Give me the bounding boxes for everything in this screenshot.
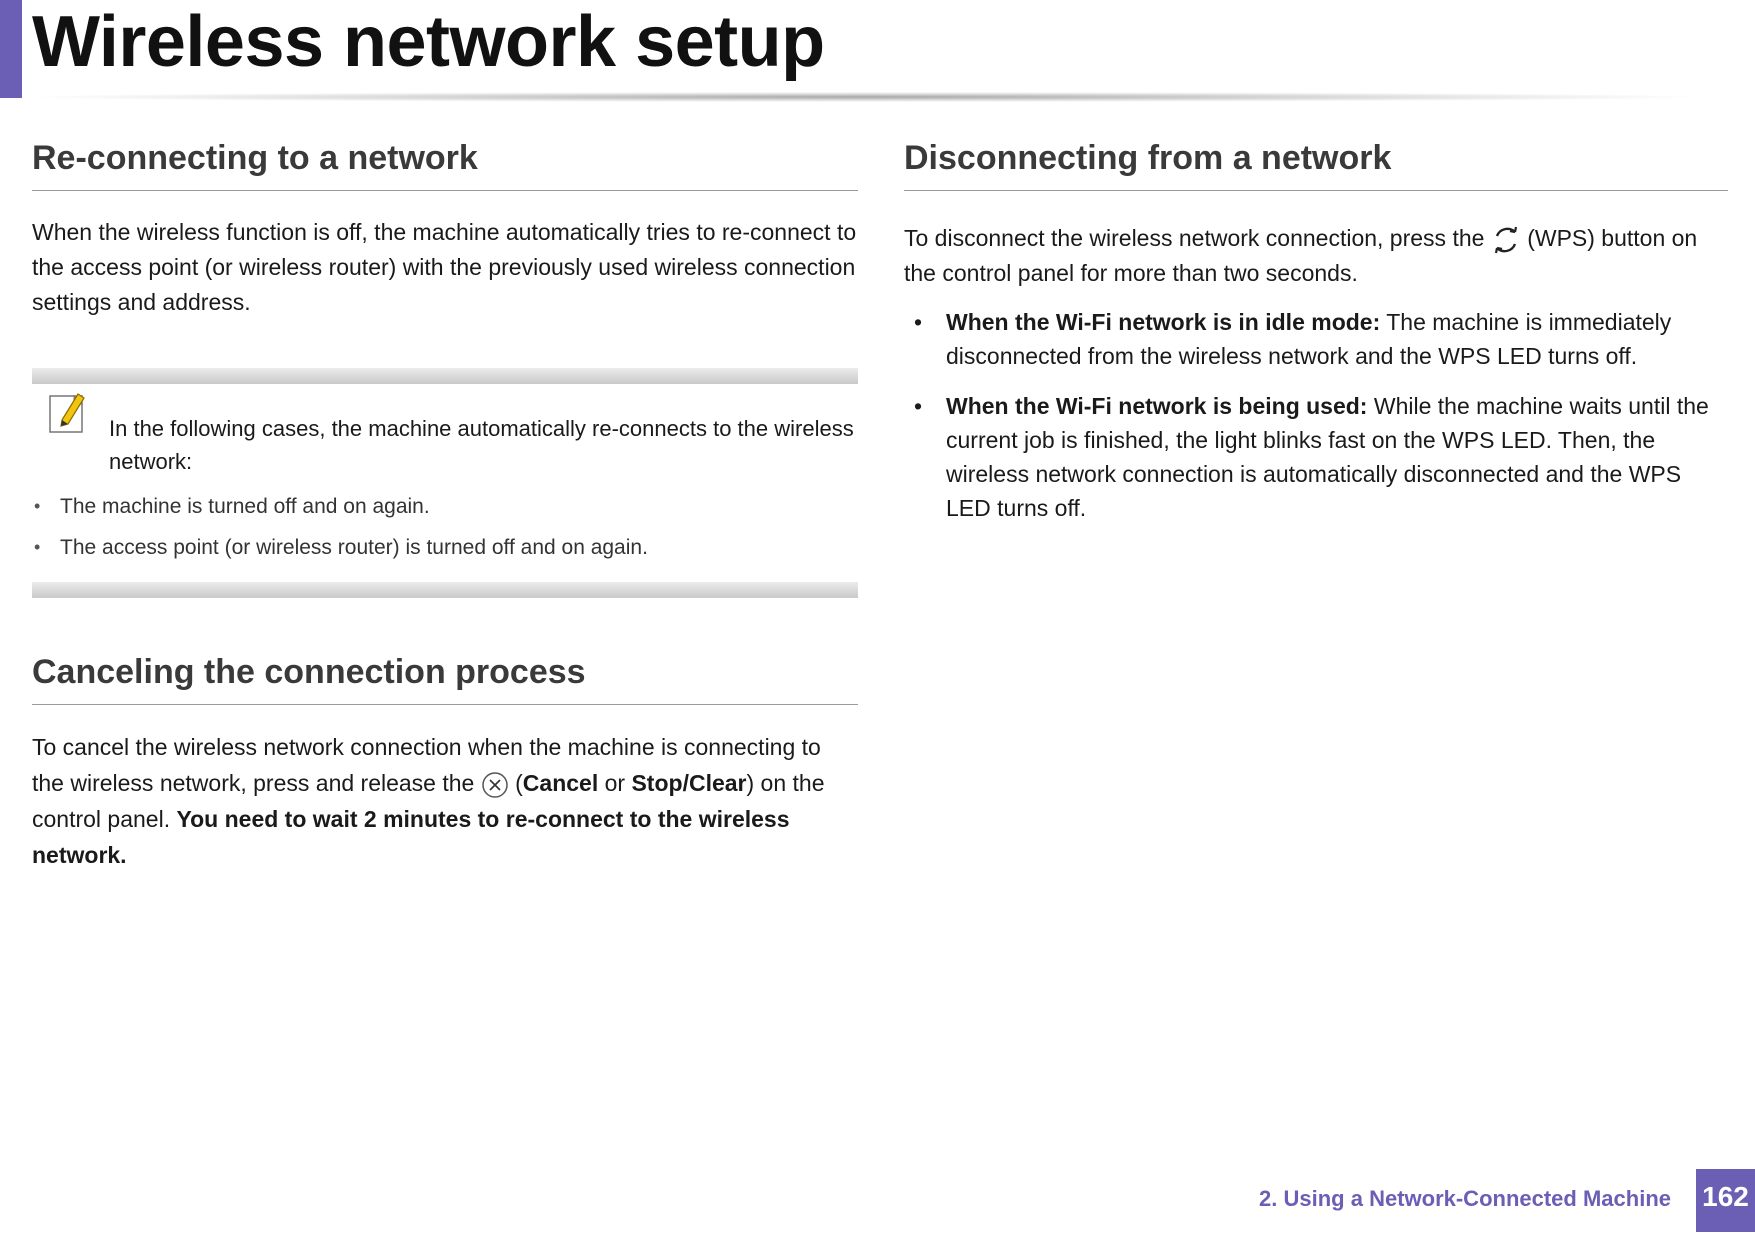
bullet-bold: When the Wi-Fi network is being used: <box>946 393 1368 419</box>
footer-chapter-label: 2. Using a Network-Connected Machine <box>1259 1186 1671 1211</box>
note-intro: In the following cases, the machine automatically re-connects to the wireless network: <box>109 416 854 474</box>
note-item: • The machine is turned off and on again. <box>32 486 858 527</box>
cancel-label: Cancel <box>522 770 599 796</box>
disconnect-body <box>904 221 1728 291</box>
note-item: • The access point (or wireless router) is turned off and on again. <box>32 527 858 568</box>
bullet-text: While the machine waits until the current job is finished, the light blinks fast on the WPS LED. Then, the wireless network connection is automatically disconnected and the WPS LED turns off. <box>946 393 1709 521</box>
reconnect-body: When the wireless function is off, the machine automatically tries to re-connect to the access point (or wireless router) with the previously used wireless connection settings and address. <box>32 219 857 315</box>
bullet-text: The machine is immediately disconnected from the wireless network and the WPS LED turns off. <box>946 309 1672 369</box>
cancel-body <box>32 729 858 873</box>
reconnect-heading: Re-connecting to a network <box>32 136 858 191</box>
cancel-bold-note: You need to wait 2 minutes to re-connect to the wireless network. <box>32 806 790 868</box>
page-number: 162 <box>1696 1169 1755 1232</box>
bullet-idle <box>904 305 1728 373</box>
left-column <box>32 136 858 873</box>
cancel-text-2: ) on the control panel. <box>32 770 825 832</box>
bullet-bold: When the Wi-Fi network is in idle mode: <box>946 309 1381 335</box>
wps-icon <box>1491 224 1521 256</box>
disconnect-heading: Disconnecting from a network <box>904 136 1728 191</box>
bullet-used <box>904 389 1728 525</box>
cancel-heading: Canceling the connection process <box>32 650 858 705</box>
cancel-x-circle-icon <box>481 771 509 799</box>
note-pencil-icon <box>48 390 88 436</box>
disconnect-bullets <box>904 305 1728 525</box>
paren-open: ( <box>508 770 523 796</box>
note-box <box>32 368 858 598</box>
stop-clear-label: Stop/Clear <box>631 770 747 796</box>
cancel-text-1: To cancel the wireless network connection when the machine is connecting to the wireless network, press and release the <box>32 734 821 796</box>
page-title: Wireless network setup <box>32 2 825 82</box>
disconnect-text-1: To disconnect the wireless network connection, press the <box>904 225 1485 251</box>
or-text: or <box>598 770 632 796</box>
note-list <box>32 486 858 568</box>
disconnect-text-2: (WPS) button on the control panel for more than two seconds. <box>904 225 1698 286</box>
right-column <box>904 136 1728 541</box>
title-accent-bar <box>0 0 22 98</box>
title-divider <box>40 92 1690 102</box>
